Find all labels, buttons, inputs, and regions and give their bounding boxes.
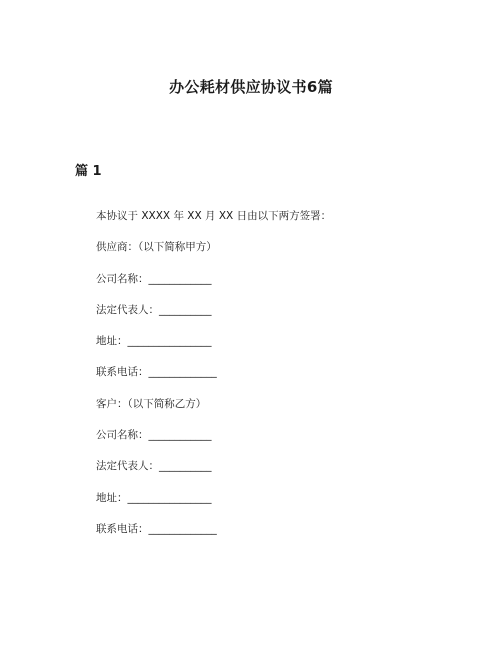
customer-legal-rep-field: 法定代表人：__________	[96, 460, 212, 473]
supplier-address-field: 地址：________________	[96, 335, 212, 348]
supplier-legal-rep-field: 法定代表人：__________	[96, 303, 212, 316]
supplier-label: 供应商：（以下简称甲方）	[96, 241, 217, 254]
customer-company-name-field: 公司名称：____________	[96, 429, 212, 442]
customer-label: 客户：（以下简称乙方）	[96, 397, 207, 410]
document-title: 办公耗材供应协议书6篇	[169, 78, 333, 96]
agreement-intro-line: 本协议于 XXXX 年 XX 月 XX 日由以下两方签署：	[96, 210, 332, 222]
supplier-company-name-field: 公司名称：____________	[96, 272, 212, 285]
agreement-body	[96, 208, 331, 552]
section-heading: 篇 1	[75, 164, 102, 179]
customer-address-field: 地址：________________	[96, 491, 212, 504]
supplier-phone-field: 联系电话：_____________	[96, 366, 217, 379]
customer-phone-field: 联系电话：_____________	[96, 522, 217, 535]
